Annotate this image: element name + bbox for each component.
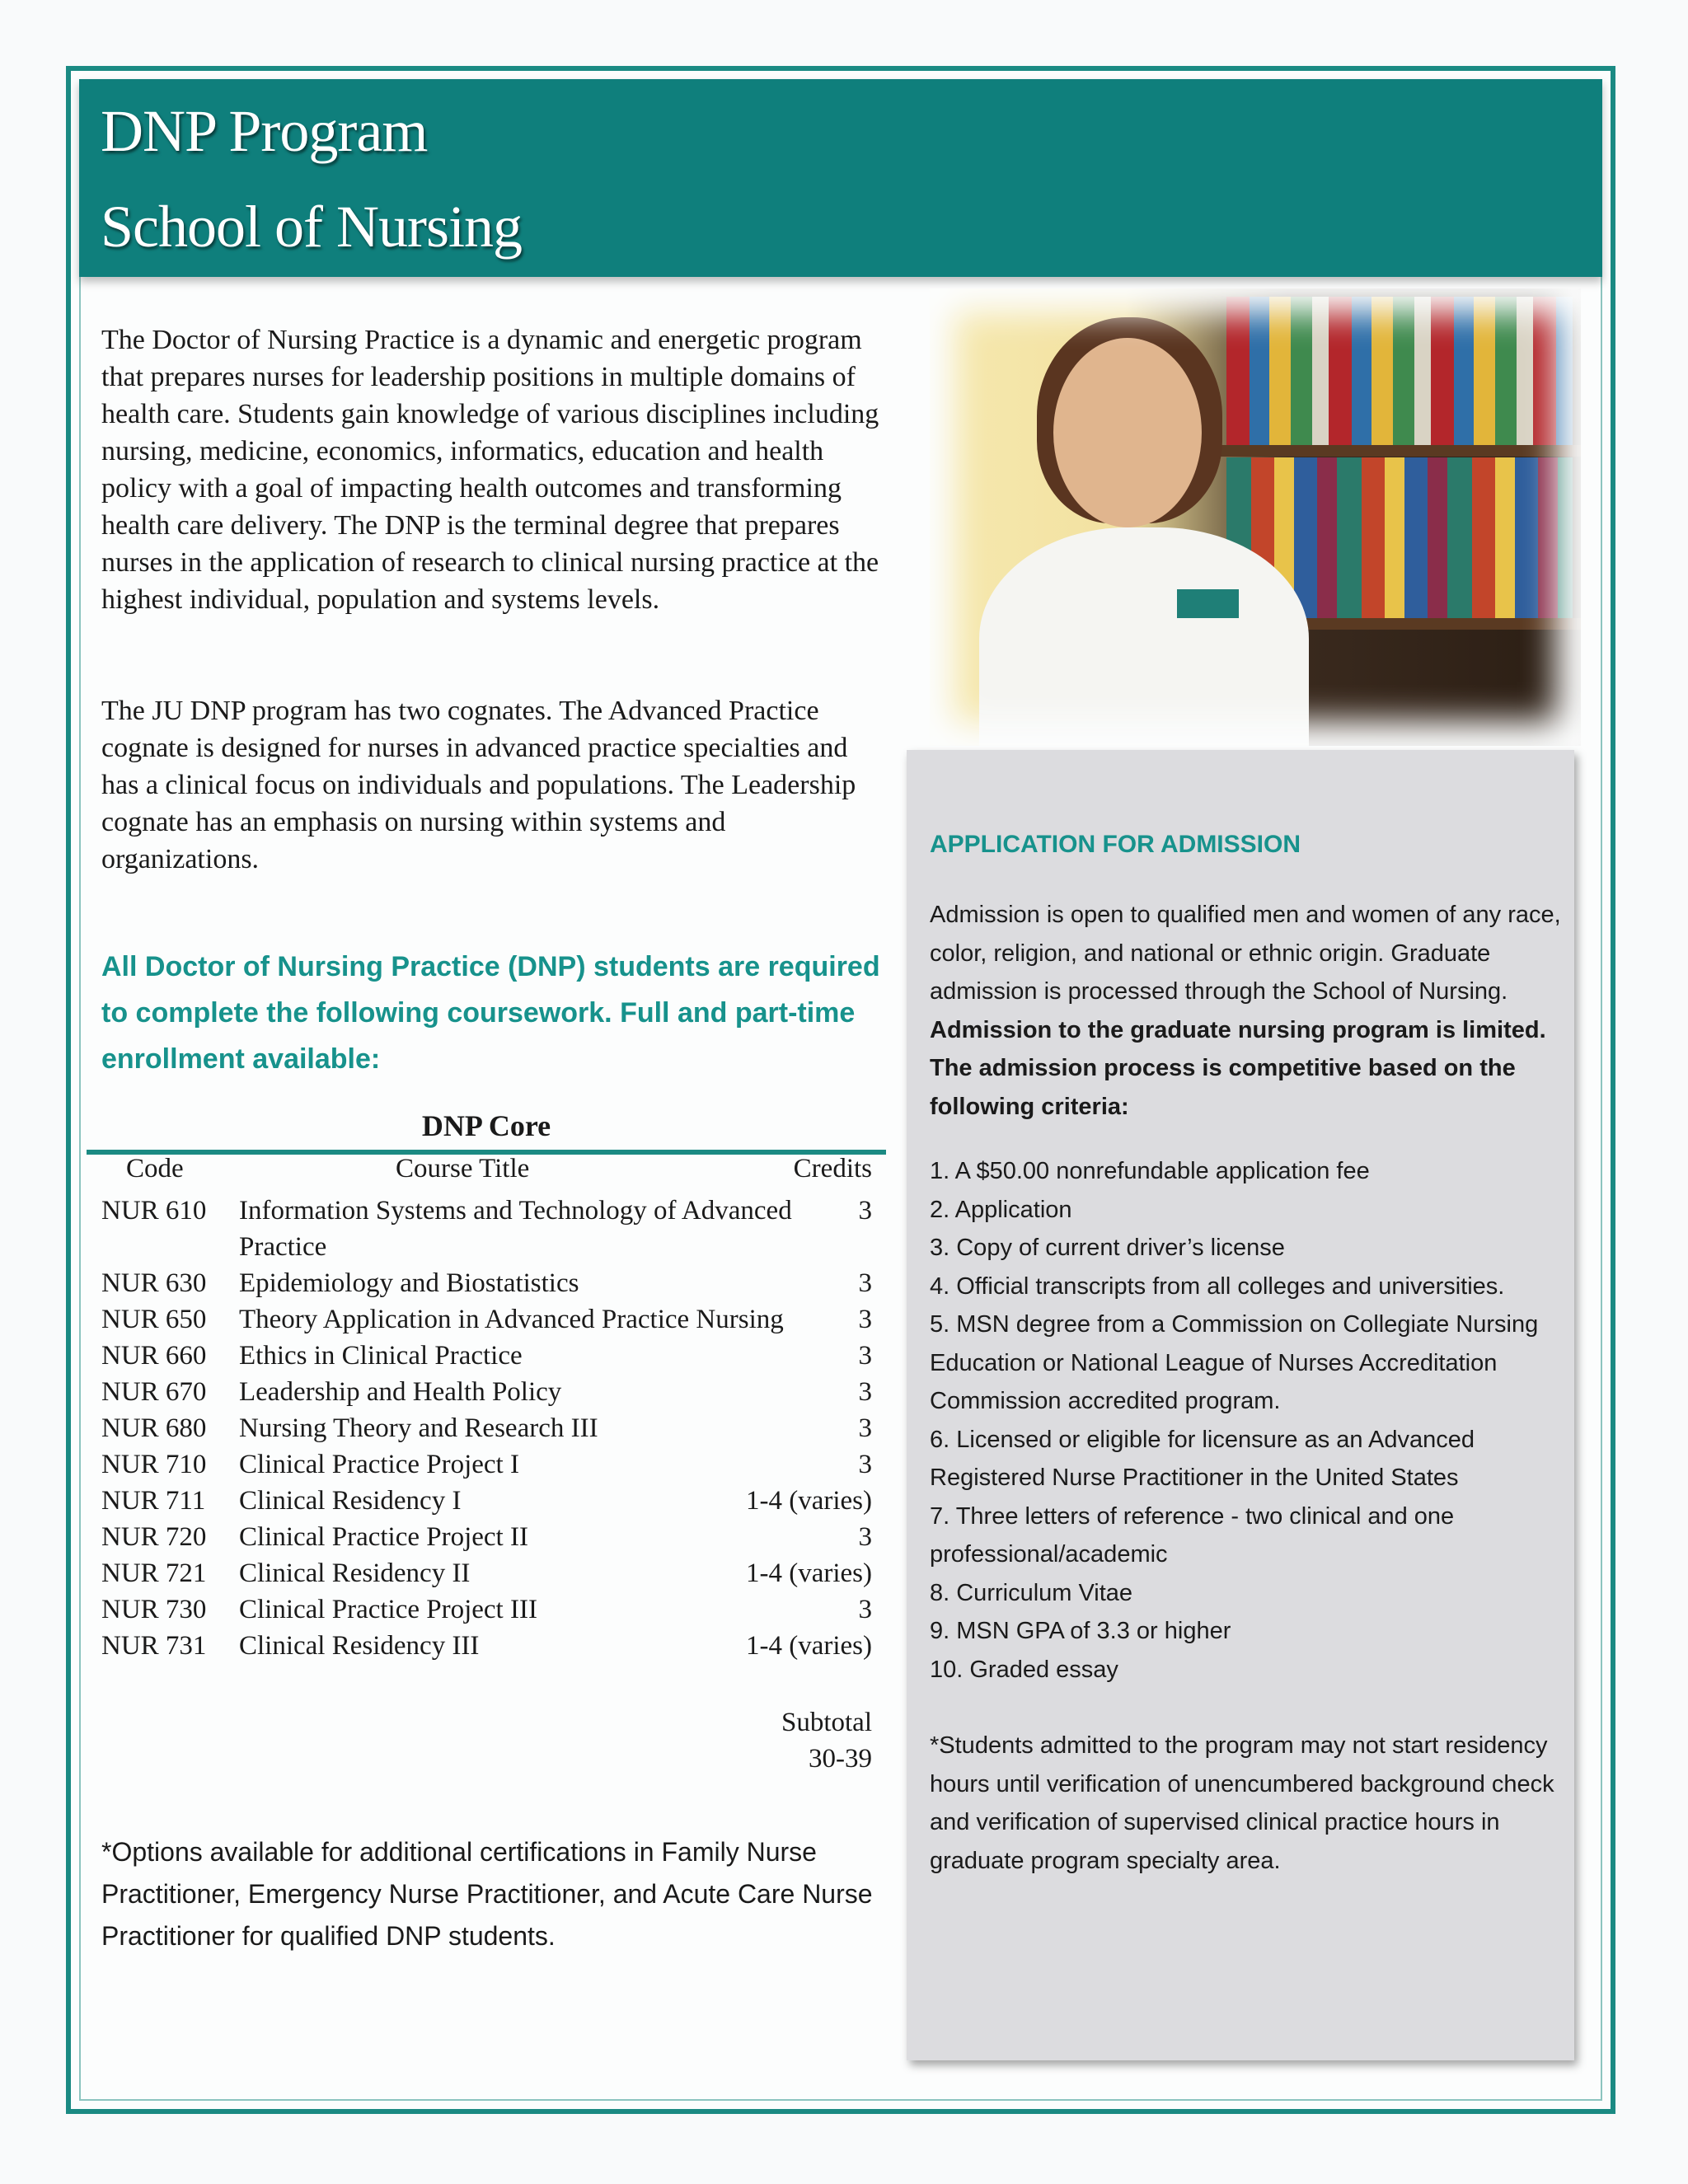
course-title: Theory Application in Advanced Practice Nursing (239, 1305, 784, 1334)
course-credits: 3 (858, 1450, 872, 1479)
criteria-item: 7. Three letters of reference - two clinical and one professional/academic (930, 1502, 1455, 1568)
header-banner (79, 79, 1602, 277)
course-code: NUR 680 (101, 1413, 207, 1443)
course-credits: 3 (858, 1595, 872, 1624)
page-title: DNP Program (101, 98, 428, 164)
course-row (101, 1628, 872, 1664)
course-code: NUR 731 (101, 1631, 207, 1661)
course-title: Epidemiology and Biostatistics (239, 1268, 579, 1298)
criteria-item: 10. Graded essay (930, 1656, 1118, 1683)
intro-paragraph-2: The JU DNP program has two cognates. The Advanced Practice cognate is designed for nurses in advanced practice specialties and has a clinical focus on individuals and populations. The Leadership cognate has an emphasis on nursing within systems and organizations. (101, 696, 856, 874)
course-code: NUR 721 (101, 1558, 207, 1588)
course-credits: 3 (858, 1377, 872, 1407)
course-title: Clinical Residency III (239, 1631, 480, 1661)
admission-heading: APPLICATION FOR ADMISSION (930, 831, 1301, 858)
intro-paragraph-1: The Doctor of Nursing Practice is a dynamic and energetic program that prepares nurses for leadership positions in multiple domains of health care. Students gain knowledge of various disciplines including nursing, medicine, economics, informatics, education and health policy with a goal of impacting health outcomes and transforming health care delivery. The DNP is the terminal degree that prepares nurses in the application of research to clinical nursing practice at the highest individual, population and systems levels. (101, 325, 879, 615)
column-header-code: Code (126, 1154, 184, 1183)
core-title: DNP Core (421, 1109, 551, 1142)
course-row (101, 1519, 872, 1555)
course-credits: 3 (858, 1268, 872, 1298)
course-code: NUR 630 (101, 1268, 207, 1298)
criteria-item: 1. A $50.00 nonrefundable application fee (930, 1158, 1370, 1184)
course-title: Nursing Theory and Research III (239, 1413, 598, 1443)
criteria-item: 4. Official transcripts from all colleges and universities. (930, 1272, 1505, 1300)
course-row (101, 1338, 872, 1374)
course-title: Clinical Residency II (239, 1558, 471, 1588)
course-credits: 1-4 (varies) (745, 1558, 872, 1588)
photo-vignette (930, 288, 1581, 746)
course-credits: 3 (858, 1196, 872, 1226)
course-row (101, 1193, 872, 1265)
course-row (101, 1374, 872, 1410)
course-row (101, 1410, 872, 1446)
course-credits: 3 (858, 1341, 872, 1371)
course-code: NUR 610 (101, 1196, 207, 1226)
course-code: NUR 720 (101, 1522, 207, 1552)
subtotal-value: 30-39 (809, 1744, 872, 1774)
course-credits: 3 (858, 1413, 872, 1443)
subtotal-label: Subtotal (781, 1708, 872, 1737)
course-list (101, 1193, 872, 1664)
criteria-item: 6. Licensed or eligible for licensure as an Advanced Registered Nurse Practitioner in the United States (930, 1426, 1475, 1491)
course-title: Ethics in Clinical Practice (239, 1341, 523, 1371)
course-title: Clinical Practice Project II (239, 1522, 528, 1552)
course-title: Leadership and Health Policy (239, 1377, 562, 1407)
course-row (101, 1591, 872, 1628)
criteria-item: 2. Application (930, 1196, 1072, 1223)
course-credits: 1-4 (varies) (745, 1631, 872, 1661)
criteria-item: 9. MSN GPA of 3.3 or higher (930, 1618, 1231, 1644)
course-code: NUR 660 (101, 1341, 207, 1371)
course-row (101, 1446, 872, 1483)
course-credits: 3 (858, 1305, 872, 1334)
course-title: Information Systems and Technology of Advanced Practice (239, 1196, 792, 1262)
course-code: NUR 730 (101, 1595, 207, 1624)
course-code: NUR 711 (101, 1486, 206, 1516)
course-code: NUR 710 (101, 1450, 207, 1479)
column-header-title: Course Title (396, 1154, 530, 1183)
admission-intro-plain: Admission is open to qualified men and women of any race, color, religion, and national or ethnic origin. Graduate admission is processed through the School of Nursing. (930, 902, 1561, 1005)
criteria-item: 8. Curriculum Vitae (930, 1579, 1133, 1606)
nurse-photo (930, 288, 1581, 746)
course-row (101, 1483, 872, 1519)
course-code: NUR 670 (101, 1377, 207, 1407)
course-credits: 1-4 (varies) (745, 1486, 872, 1516)
coursework-lead: All Doctor of Nursing Practice (DNP) students are required to complete the following coursework. Full and part-time enrollment available: (101, 951, 880, 1075)
admission-intro-bold: Admission to the graduate nursing program is limited. The admission process is competitive based on the following criteria: (930, 1016, 1546, 1120)
course-row (101, 1555, 872, 1591)
admission-criteria-list (930, 1152, 1573, 1689)
course-code: NUR 650 (101, 1305, 207, 1334)
course-title: Clinical Residency I (239, 1486, 462, 1516)
criteria-item: 3. Copy of current driver’s license (930, 1235, 1285, 1261)
course-row (101, 1265, 872, 1301)
course-row (101, 1301, 872, 1338)
criteria-item: 5. MSN degree from a Commission on Collegiate Nursing Education or National League of Nurses Accreditation Commission accredited program. (930, 1311, 1539, 1414)
course-credits: 3 (858, 1522, 872, 1552)
course-title: Clinical Practice Project I (239, 1450, 519, 1479)
options-note: *Options available for additional certifications in Family Nurse Practitioner, Emergency Nurse Practitioner, and Acute Care Nurse Practitioner for qualified DNP students. (101, 1837, 873, 1951)
page-subtitle: School of Nursing (101, 194, 522, 260)
subtotal (781, 1704, 872, 1777)
admission-footnote: *Students admitted to the program may not start residency hours until verification of unencumbered background check and verification of supervised clinical practice hours in graduate program specialty area. (930, 1732, 1554, 1874)
column-header-credits: Credits (793, 1154, 872, 1183)
admission-intro (930, 896, 1573, 1126)
course-title: Clinical Practice Project III (239, 1595, 537, 1624)
